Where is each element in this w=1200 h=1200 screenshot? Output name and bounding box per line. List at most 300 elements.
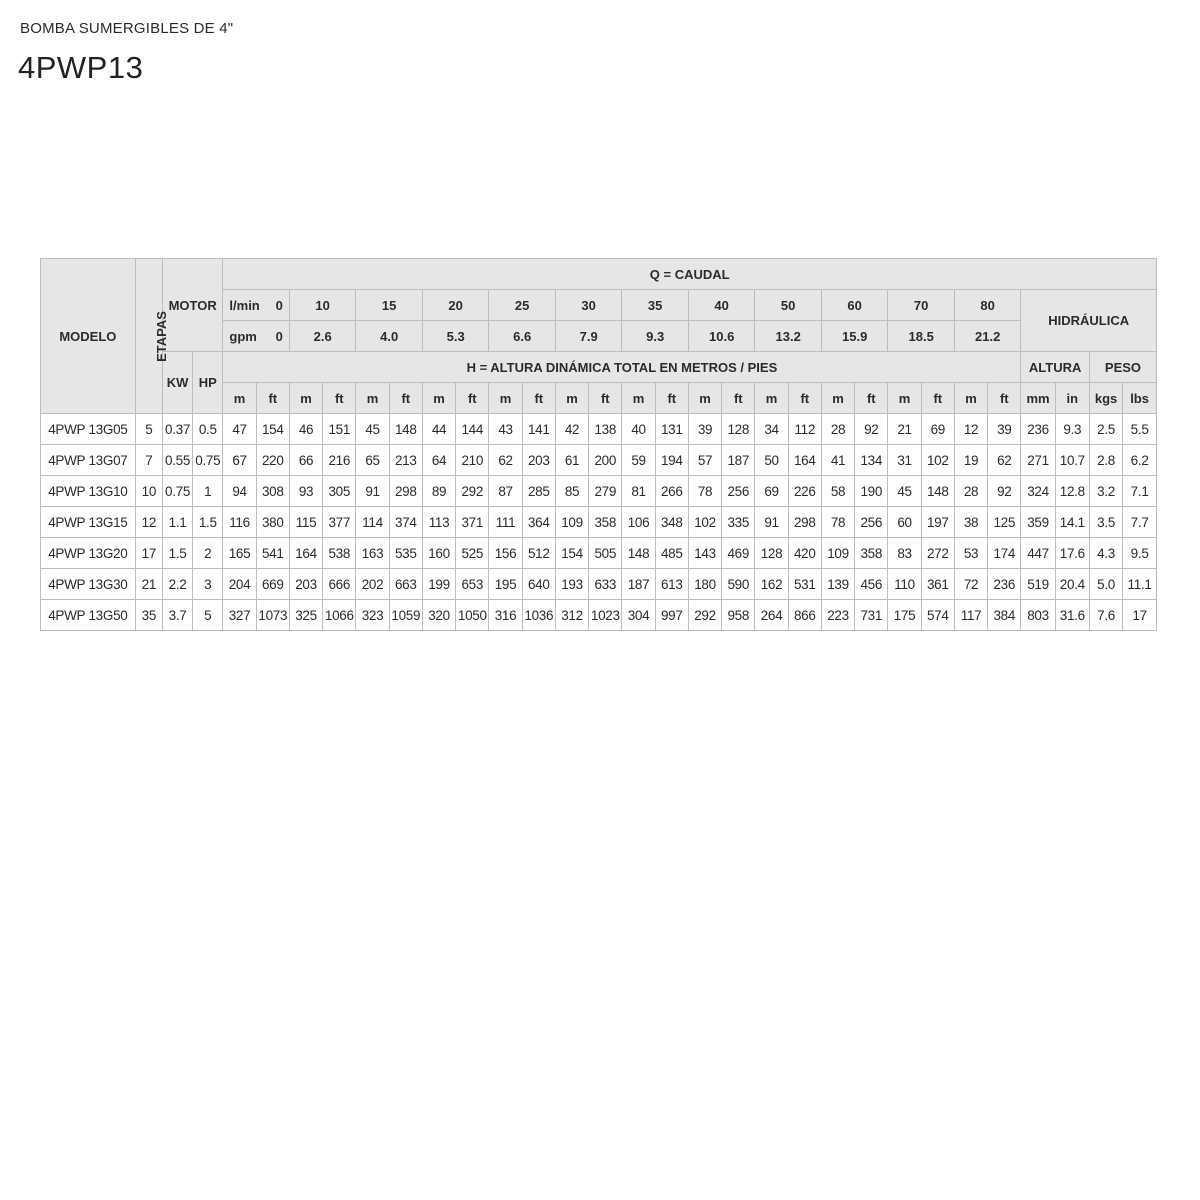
table-cell: 485 bbox=[655, 538, 688, 569]
table-cell: 41 bbox=[821, 445, 854, 476]
table-row bbox=[41, 538, 1157, 569]
table-cell: 213 bbox=[389, 445, 422, 476]
table-cell: 1059 bbox=[389, 600, 422, 631]
table-cell: 3 bbox=[193, 569, 223, 600]
table-cell: 62 bbox=[489, 445, 522, 476]
flow-gpm-4: 7.9 bbox=[555, 321, 622, 352]
table-cell: 187 bbox=[622, 569, 655, 600]
table-cell: 1 bbox=[193, 476, 223, 507]
model-name: 4PWP 13G10 bbox=[41, 476, 136, 507]
table-cell: 1.5 bbox=[162, 538, 192, 569]
table-cell: 83 bbox=[888, 538, 921, 569]
table-cell: 28 bbox=[954, 476, 987, 507]
table-cell: 93 bbox=[289, 476, 322, 507]
table-cell: 131 bbox=[655, 414, 688, 445]
table-cell: 128 bbox=[722, 414, 755, 445]
table-cell: 58 bbox=[821, 476, 854, 507]
model-name: 4PWP 13G15 bbox=[41, 507, 136, 538]
table-cell: 69 bbox=[755, 476, 788, 507]
table-cell: 1073 bbox=[256, 600, 289, 631]
table-cell: 323 bbox=[356, 600, 389, 631]
table-cell: 117 bbox=[954, 600, 987, 631]
table-cell: 292 bbox=[456, 476, 489, 507]
table-cell: 35 bbox=[135, 600, 162, 631]
table-cell: 180 bbox=[688, 569, 721, 600]
model-name: 4PWP 13G30 bbox=[41, 569, 136, 600]
flow-gpm-10: 21.2 bbox=[954, 321, 1021, 352]
table-cell: 89 bbox=[422, 476, 455, 507]
table-cell: 200 bbox=[589, 445, 622, 476]
table-cell: 256 bbox=[855, 507, 888, 538]
table-cell: 125 bbox=[988, 507, 1021, 538]
table-cell: 39 bbox=[988, 414, 1021, 445]
performance-table bbox=[40, 258, 1157, 631]
table-cell: 148 bbox=[921, 476, 954, 507]
table-cell: 109 bbox=[555, 507, 588, 538]
unit-mm: mm bbox=[1021, 383, 1055, 414]
table-cell: 6.2 bbox=[1123, 445, 1157, 476]
table-cell: 5.5 bbox=[1123, 414, 1157, 445]
table-cell: 535 bbox=[389, 538, 422, 569]
table-cell: 256 bbox=[722, 476, 755, 507]
table-row bbox=[41, 445, 1157, 476]
table-cell: 17 bbox=[135, 538, 162, 569]
table-cell: 12 bbox=[135, 507, 162, 538]
table-cell: 384 bbox=[988, 600, 1021, 631]
flow-gpm-0: 2.6 bbox=[289, 321, 356, 352]
table-cell: 266 bbox=[655, 476, 688, 507]
table-cell: 669 bbox=[256, 569, 289, 600]
table-cell: 666 bbox=[323, 569, 356, 600]
table-cell: 44 bbox=[422, 414, 455, 445]
table-cell: 633 bbox=[589, 569, 622, 600]
table-cell: 469 bbox=[722, 538, 755, 569]
table-cell: 42 bbox=[555, 414, 588, 445]
table-row bbox=[41, 569, 1157, 600]
table-cell: 148 bbox=[622, 538, 655, 569]
table-cell: 272 bbox=[921, 538, 954, 569]
unit-ft: ft bbox=[855, 383, 888, 414]
table-cell: 7.1 bbox=[1123, 476, 1157, 507]
table-row bbox=[41, 476, 1157, 507]
table-cell: 165 bbox=[223, 538, 256, 569]
header-altura-dinamica: H = ALTURA DINÁMICA TOTAL EN METROS / PIES bbox=[223, 352, 1021, 383]
unit-m: m bbox=[489, 383, 522, 414]
unit-m: m bbox=[888, 383, 921, 414]
table-cell: 143 bbox=[688, 538, 721, 569]
flow-lmin-60: 60 bbox=[821, 290, 888, 321]
unit-m: m bbox=[422, 383, 455, 414]
lmin-label: l/min bbox=[229, 297, 260, 313]
table-cell: 199 bbox=[422, 569, 455, 600]
table-cell: 574 bbox=[921, 600, 954, 631]
table-cell: 2.5 bbox=[1089, 414, 1122, 445]
table-cell: 57 bbox=[688, 445, 721, 476]
flow-lmin-35: 35 bbox=[622, 290, 689, 321]
header-modelo: MODELO bbox=[41, 259, 136, 414]
unit-m: m bbox=[555, 383, 588, 414]
table-cell: 5.0 bbox=[1089, 569, 1122, 600]
table-cell: 194 bbox=[655, 445, 688, 476]
table-cell: 61 bbox=[555, 445, 588, 476]
table-cell: 361 bbox=[921, 569, 954, 600]
table-cell: 111 bbox=[489, 507, 522, 538]
flow-gpm-3: 6.6 bbox=[489, 321, 556, 352]
header-caudal: Q = CAUDAL bbox=[223, 259, 1157, 290]
table-cell: 46 bbox=[289, 414, 322, 445]
table-cell: 204 bbox=[223, 569, 256, 600]
table-cell: 78 bbox=[688, 476, 721, 507]
table-cell: 220 bbox=[256, 445, 289, 476]
table-cell: 590 bbox=[722, 569, 755, 600]
table-cell: 116 bbox=[223, 507, 256, 538]
flow-gpm-5: 9.3 bbox=[622, 321, 689, 352]
flow-gpm-6: 10.6 bbox=[688, 321, 755, 352]
flow-lmin-80: 80 bbox=[954, 290, 1021, 321]
table-cell: 0.37 bbox=[162, 414, 192, 445]
table-cell: 1023 bbox=[589, 600, 622, 631]
table-cell: 380 bbox=[256, 507, 289, 538]
table-cell: 60 bbox=[888, 507, 921, 538]
table-cell: 115 bbox=[289, 507, 322, 538]
table-cell: 9.3 bbox=[1055, 414, 1089, 445]
table-cell: 653 bbox=[456, 569, 489, 600]
unit-m: m bbox=[954, 383, 987, 414]
table-cell: 292 bbox=[688, 600, 721, 631]
table-cell: 91 bbox=[356, 476, 389, 507]
table-cell: 162 bbox=[755, 569, 788, 600]
table-cell: 0.5 bbox=[193, 414, 223, 445]
table-cell: 519 bbox=[1021, 569, 1055, 600]
table-row bbox=[41, 507, 1157, 538]
unit-m: m bbox=[223, 383, 256, 414]
table-cell: 223 bbox=[821, 600, 854, 631]
table-cell: 2.2 bbox=[162, 569, 192, 600]
table-cell: 10 bbox=[135, 476, 162, 507]
table-cell: 210 bbox=[456, 445, 489, 476]
unit-ft: ft bbox=[589, 383, 622, 414]
table-cell: 0.75 bbox=[162, 476, 192, 507]
table-cell: 164 bbox=[289, 538, 322, 569]
header-hp: HP bbox=[193, 352, 223, 414]
table-cell: 447 bbox=[1021, 538, 1055, 569]
table-cell: 64 bbox=[422, 445, 455, 476]
table-cell: 7 bbox=[135, 445, 162, 476]
table-cell: 81 bbox=[622, 476, 655, 507]
table-cell: 531 bbox=[788, 569, 821, 600]
table-cell: 348 bbox=[655, 507, 688, 538]
table-cell: 374 bbox=[389, 507, 422, 538]
table-cell: 236 bbox=[1021, 414, 1055, 445]
header-motor: MOTOR bbox=[162, 259, 222, 352]
table-cell: 1.5 bbox=[193, 507, 223, 538]
table-cell: 91 bbox=[755, 507, 788, 538]
flow-gpm-1: 4.0 bbox=[356, 321, 423, 352]
table-cell: 866 bbox=[788, 600, 821, 631]
table-cell: 87 bbox=[489, 476, 522, 507]
table-cell: 358 bbox=[855, 538, 888, 569]
unit-ft: ft bbox=[788, 383, 821, 414]
table-cell: 236 bbox=[988, 569, 1021, 600]
header-etapas-label: ETAPAS bbox=[153, 310, 169, 362]
table-cell: 958 bbox=[722, 600, 755, 631]
table-cell: 67 bbox=[223, 445, 256, 476]
table-cell: 420 bbox=[788, 538, 821, 569]
header-altura: ALTURA bbox=[1021, 352, 1090, 383]
table-cell: 174 bbox=[988, 538, 1021, 569]
table-cell: 112 bbox=[788, 414, 821, 445]
table-cell: 327 bbox=[223, 600, 256, 631]
table-cell: 541 bbox=[256, 538, 289, 569]
table-cell: 151 bbox=[323, 414, 356, 445]
flow-lmin-50: 50 bbox=[755, 290, 822, 321]
table-cell: 12.8 bbox=[1055, 476, 1089, 507]
table-cell: 65 bbox=[356, 445, 389, 476]
unit-ft: ft bbox=[456, 383, 489, 414]
table-cell: 312 bbox=[555, 600, 588, 631]
flow-lmin-10: 10 bbox=[289, 290, 356, 321]
unit-ft: ft bbox=[522, 383, 555, 414]
unit-ft: ft bbox=[323, 383, 356, 414]
flow-lmin-25: 25 bbox=[489, 290, 556, 321]
table-cell: 109 bbox=[821, 538, 854, 569]
table-cell: 28 bbox=[821, 414, 854, 445]
table-cell: 731 bbox=[855, 600, 888, 631]
flow-gpm-8: 15.9 bbox=[821, 321, 888, 352]
table-cell: 19 bbox=[954, 445, 987, 476]
table-cell: 17.6 bbox=[1055, 538, 1089, 569]
table-cell: 1036 bbox=[522, 600, 555, 631]
table-cell: 997 bbox=[655, 600, 688, 631]
flow-lmin-70: 70 bbox=[888, 290, 955, 321]
table-cell: 31.6 bbox=[1055, 600, 1089, 631]
table-cell: 359 bbox=[1021, 507, 1055, 538]
model-name: 4PWP 13G05 bbox=[41, 414, 136, 445]
table-cell: 114 bbox=[356, 507, 389, 538]
table-cell: 538 bbox=[323, 538, 356, 569]
table-cell: 62 bbox=[988, 445, 1021, 476]
flow-gpm-2: 5.3 bbox=[422, 321, 489, 352]
table-cell: 92 bbox=[988, 476, 1021, 507]
table-cell: 525 bbox=[456, 538, 489, 569]
table-cell: 193 bbox=[555, 569, 588, 600]
table-cell: 358 bbox=[589, 507, 622, 538]
table-cell: 156 bbox=[489, 538, 522, 569]
gpm-zero: 0 bbox=[275, 328, 283, 344]
header-gpm bbox=[223, 321, 290, 352]
model-name: 4PWP 13G20 bbox=[41, 538, 136, 569]
table-cell: 325 bbox=[289, 600, 322, 631]
table-cell: 3.2 bbox=[1089, 476, 1122, 507]
table-cell: 324 bbox=[1021, 476, 1055, 507]
table-cell: 21 bbox=[888, 414, 921, 445]
table-cell: 92 bbox=[855, 414, 888, 445]
table-cell: 110 bbox=[888, 569, 921, 600]
table-cell: 190 bbox=[855, 476, 888, 507]
table-cell: 102 bbox=[921, 445, 954, 476]
table-cell: 12 bbox=[954, 414, 987, 445]
flow-lmin-20: 20 bbox=[422, 290, 489, 321]
table-cell: 59 bbox=[622, 445, 655, 476]
table-row bbox=[41, 600, 1157, 631]
header-hidraulica: HIDRÁULICA bbox=[1021, 290, 1157, 352]
table-cell: 0.55 bbox=[162, 445, 192, 476]
header-etapas bbox=[135, 259, 169, 414]
unit-ft: ft bbox=[921, 383, 954, 414]
table-cell: 31 bbox=[888, 445, 921, 476]
table-cell: 148 bbox=[389, 414, 422, 445]
table-cell: 505 bbox=[589, 538, 622, 569]
table-cell: 17 bbox=[1123, 600, 1157, 631]
unit-ft: ft bbox=[389, 383, 422, 414]
table-cell: 320 bbox=[422, 600, 455, 631]
table-cell: 216 bbox=[323, 445, 356, 476]
table-cell: 85 bbox=[555, 476, 588, 507]
table-cell: 43 bbox=[489, 414, 522, 445]
unit-m: m bbox=[622, 383, 655, 414]
table-cell: 7.6 bbox=[1089, 600, 1122, 631]
table-cell: 304 bbox=[622, 600, 655, 631]
table-cell: 3.5 bbox=[1089, 507, 1122, 538]
table-cell: 264 bbox=[755, 600, 788, 631]
table-cell: 134 bbox=[855, 445, 888, 476]
table-cell: 40 bbox=[622, 414, 655, 445]
table-cell: 38 bbox=[954, 507, 987, 538]
table-cell: 11.1 bbox=[1123, 569, 1157, 600]
table-cell: 285 bbox=[522, 476, 555, 507]
table-cell: 298 bbox=[389, 476, 422, 507]
table-cell: 377 bbox=[323, 507, 356, 538]
table-row bbox=[41, 414, 1157, 445]
table-cell: 154 bbox=[555, 538, 588, 569]
table-cell: 640 bbox=[522, 569, 555, 600]
unit-lbs: lbs bbox=[1123, 383, 1157, 414]
table-cell: 69 bbox=[921, 414, 954, 445]
table-cell: 226 bbox=[788, 476, 821, 507]
table-cell: 160 bbox=[422, 538, 455, 569]
table-cell: 187 bbox=[722, 445, 755, 476]
table-cell: 20.4 bbox=[1055, 569, 1089, 600]
table-cell: 1066 bbox=[323, 600, 356, 631]
table-cell: 308 bbox=[256, 476, 289, 507]
unit-m: m bbox=[289, 383, 322, 414]
table-cell: 456 bbox=[855, 569, 888, 600]
header-lmin bbox=[223, 290, 290, 321]
unit-ft: ft bbox=[988, 383, 1021, 414]
table-cell: 7.7 bbox=[1123, 507, 1157, 538]
page-subtitle: BOMBA SUMERGIBLES DE 4" bbox=[20, 20, 234, 37]
table-cell: 663 bbox=[389, 569, 422, 600]
unit-ft: ft bbox=[722, 383, 755, 414]
table-cell: 195 bbox=[489, 569, 522, 600]
table-cell: 202 bbox=[356, 569, 389, 600]
page-title: 4PWP13 bbox=[18, 50, 144, 85]
flow-gpm-7: 13.2 bbox=[755, 321, 822, 352]
table-cell: 2.8 bbox=[1089, 445, 1122, 476]
table-cell: 3.7 bbox=[162, 600, 192, 631]
unit-in: in bbox=[1055, 383, 1089, 414]
table-cell: 316 bbox=[489, 600, 522, 631]
table-cell: 9.5 bbox=[1123, 538, 1157, 569]
table-cell: 371 bbox=[456, 507, 489, 538]
table-cell: 47 bbox=[223, 414, 256, 445]
table-cell: 163 bbox=[356, 538, 389, 569]
table-cell: 4.3 bbox=[1089, 538, 1122, 569]
table-cell: 271 bbox=[1021, 445, 1055, 476]
flow-lmin-40: 40 bbox=[688, 290, 755, 321]
header-kw: KW bbox=[162, 352, 192, 414]
table-cell: 512 bbox=[522, 538, 555, 569]
table-cell: 21 bbox=[135, 569, 162, 600]
table-cell: 613 bbox=[655, 569, 688, 600]
unit-m: m bbox=[755, 383, 788, 414]
table-cell: 335 bbox=[722, 507, 755, 538]
unit-ft: ft bbox=[655, 383, 688, 414]
table-cell: 144 bbox=[456, 414, 489, 445]
unit-kgs: kgs bbox=[1089, 383, 1122, 414]
table-cell: 197 bbox=[921, 507, 954, 538]
model-name: 4PWP 13G07 bbox=[41, 445, 136, 476]
table-cell: 66 bbox=[289, 445, 322, 476]
table-cell: 2 bbox=[193, 538, 223, 569]
table-cell: 364 bbox=[522, 507, 555, 538]
model-name: 4PWP 13G50 bbox=[41, 600, 136, 631]
table-cell: 113 bbox=[422, 507, 455, 538]
table-cell: 154 bbox=[256, 414, 289, 445]
table-cell: 78 bbox=[821, 507, 854, 538]
lmin-zero: 0 bbox=[275, 297, 283, 313]
table-cell: 106 bbox=[622, 507, 655, 538]
table-cell: 279 bbox=[589, 476, 622, 507]
table-cell: 803 bbox=[1021, 600, 1055, 631]
flow-lmin-15: 15 bbox=[356, 290, 423, 321]
table-cell: 94 bbox=[223, 476, 256, 507]
table-cell: 45 bbox=[356, 414, 389, 445]
flow-gpm-9: 18.5 bbox=[888, 321, 955, 352]
table-cell: 164 bbox=[788, 445, 821, 476]
table-cell: 139 bbox=[821, 569, 854, 600]
table-cell: 305 bbox=[323, 476, 356, 507]
table-cell: 72 bbox=[954, 569, 987, 600]
table-cell: 5 bbox=[135, 414, 162, 445]
table-cell: 14.1 bbox=[1055, 507, 1089, 538]
table-cell: 102 bbox=[688, 507, 721, 538]
flow-lmin-30: 30 bbox=[555, 290, 622, 321]
table-cell: 0.75 bbox=[193, 445, 223, 476]
table-cell: 175 bbox=[888, 600, 921, 631]
table-cell: 50 bbox=[755, 445, 788, 476]
table-cell: 203 bbox=[522, 445, 555, 476]
table-cell: 1050 bbox=[456, 600, 489, 631]
table-cell: 34 bbox=[755, 414, 788, 445]
gpm-label: gpm bbox=[229, 328, 257, 344]
table-cell: 203 bbox=[289, 569, 322, 600]
table-cell: 45 bbox=[888, 476, 921, 507]
table-cell: 138 bbox=[589, 414, 622, 445]
unit-m: m bbox=[688, 383, 721, 414]
table-cell: 10.7 bbox=[1055, 445, 1089, 476]
unit-m: m bbox=[821, 383, 854, 414]
table-cell: 39 bbox=[688, 414, 721, 445]
header-peso: PESO bbox=[1089, 352, 1156, 383]
table-cell: 141 bbox=[522, 414, 555, 445]
table-cell: 128 bbox=[755, 538, 788, 569]
table-cell: 53 bbox=[954, 538, 987, 569]
unit-ft: ft bbox=[256, 383, 289, 414]
table-cell: 1.1 bbox=[162, 507, 192, 538]
unit-m: m bbox=[356, 383, 389, 414]
table-cell: 298 bbox=[788, 507, 821, 538]
